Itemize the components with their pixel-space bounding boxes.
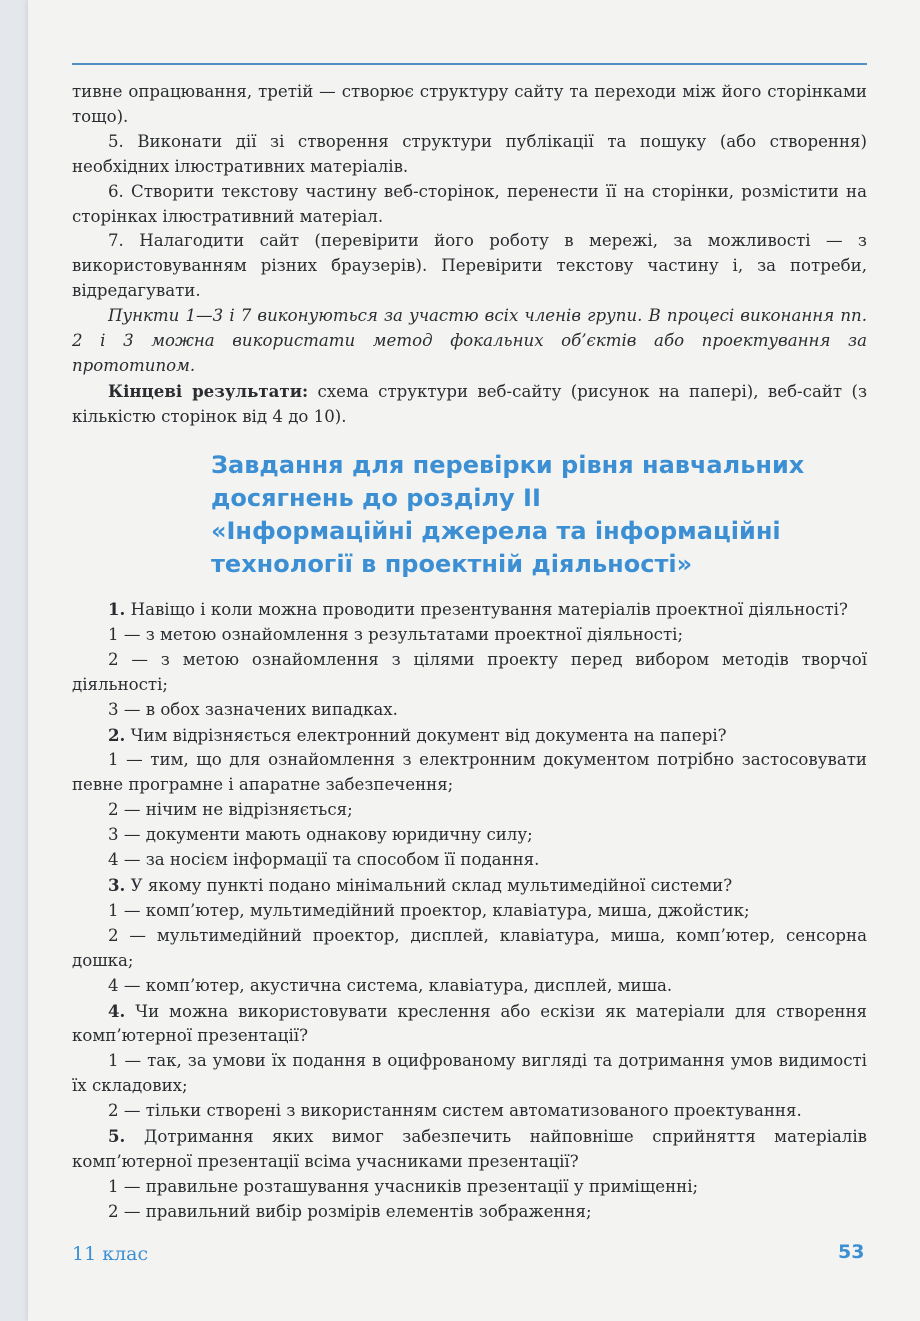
project-steps: [72, 80, 867, 430]
step-6: 6. Створити текстову частину веб-сторінок, перенести її на сторінки, розмістити на сторінках ілюстративний матеріал.: [72, 181, 867, 226]
answer-option: 1 — правильне розташування учасників презентації у приміщенні;: [108, 1176, 699, 1196]
answer-option: 4 — комп’ютер, акустична система, клавіатура, дисплей, миша.: [108, 975, 673, 995]
answer-option: 1 — так, за умови їх подання в оцифрованому вигляді та дотримання умов видимості їх складових;: [72, 1051, 867, 1096]
question-3: 3. У якому пункті подано мінімальний склад мультимедійної системи?: [108, 874, 733, 895]
grade-label: 11 клас: [72, 1243, 149, 1265]
answer-option: 2 — з метою ознайомлення з цілями проекту перед вибором методів творчої діяльності;: [72, 649, 867, 694]
header-rule: [72, 63, 867, 65]
answer-option: 4 — за носієм інформації та способом її подання.: [108, 850, 540, 870]
question-1: 1. Навіщо і коли можна проводити презентування матеріалів проектної діяльності?: [108, 599, 848, 619]
question-list: [72, 597, 867, 1225]
question-2: 2. Чим відрізняється електронний документ від документа на папері?: [108, 724, 727, 745]
answer-option: 1 — комп’ютер, мультимедійний проектор, клавіатура, миша, джойстик;: [108, 900, 750, 920]
answer-option: 3 — в обох зазначених випадках.: [108, 699, 398, 719]
answer-option: 2 — правильний вибір розмірів елементів зображення;: [108, 1201, 592, 1221]
step-continuation: тивне опрацювання, третій — створює структуру сайту та переходи між його сторінками тощо).: [72, 82, 867, 126]
page-number: 53: [838, 1241, 865, 1263]
answer-option: 2 — тільки створені з використанням систем автоматизованого проектування.: [108, 1101, 802, 1121]
step-7: 7. Налагодити сайт (перевірити його роботу в мережі, за можливості — з використовуванням різних браузерів). Перевірити текстову частину і, за потреби, відредагувати.: [72, 231, 867, 301]
group-note: Пункти 1—3 і 7 виконуються за участю всіх членів групи. В процесі виконання пп. 2 і 3 можна використати метод фокальних об’єктів або проектування за прототипом.: [72, 306, 867, 375]
heading-line-3: «Інформаційні джерела та інформаційні: [211, 517, 781, 545]
answer-option: 2 — нічим не відрізняється;: [108, 800, 353, 820]
heading-line-1: Завдання для перевірки рівня навчальних: [211, 451, 805, 479]
answer-option: 1 — тим, що для ознайомлення з електронним документом потрібно застосовувати певне програмне і апаратне забезпечення;: [72, 750, 867, 795]
step-5: 5. Виконати дії зі створення структури публікації та пошуку (або створення) необхідних ілюстративних матеріалів.: [72, 131, 867, 176]
final-results: Кінцеві результати: схема структури веб-сайту (рисунок на папері), веб-сайт (з кількістю сторінок від 4 до 10).: [72, 380, 867, 426]
question-5: 5. Дотримання яких вимог забезпечить найповніше сприйняття матеріалів комп’ютерної презентації всіма учасниками презентації?: [72, 1126, 867, 1171]
question-4: 4. Чи можна використовувати креслення або ескізи як матеріали для створення комп’ютерної презентації?: [72, 1000, 867, 1046]
answer-option: 2 — мультимедійний проектор, дисплей, клавіатура, миша, комп’ютер, сенсорна дошка;: [72, 925, 867, 970]
section-heading: [211, 449, 851, 581]
answer-option: 1 — з метою ознайомлення з результатами проектної діяльності;: [108, 624, 684, 644]
answer-option: 3 — документи мають однакову юридичну силу;: [108, 825, 533, 845]
heading-line-2: досягнень до розділу II: [211, 484, 541, 512]
heading-line-4: технології в проектній діяльності»: [211, 550, 693, 578]
